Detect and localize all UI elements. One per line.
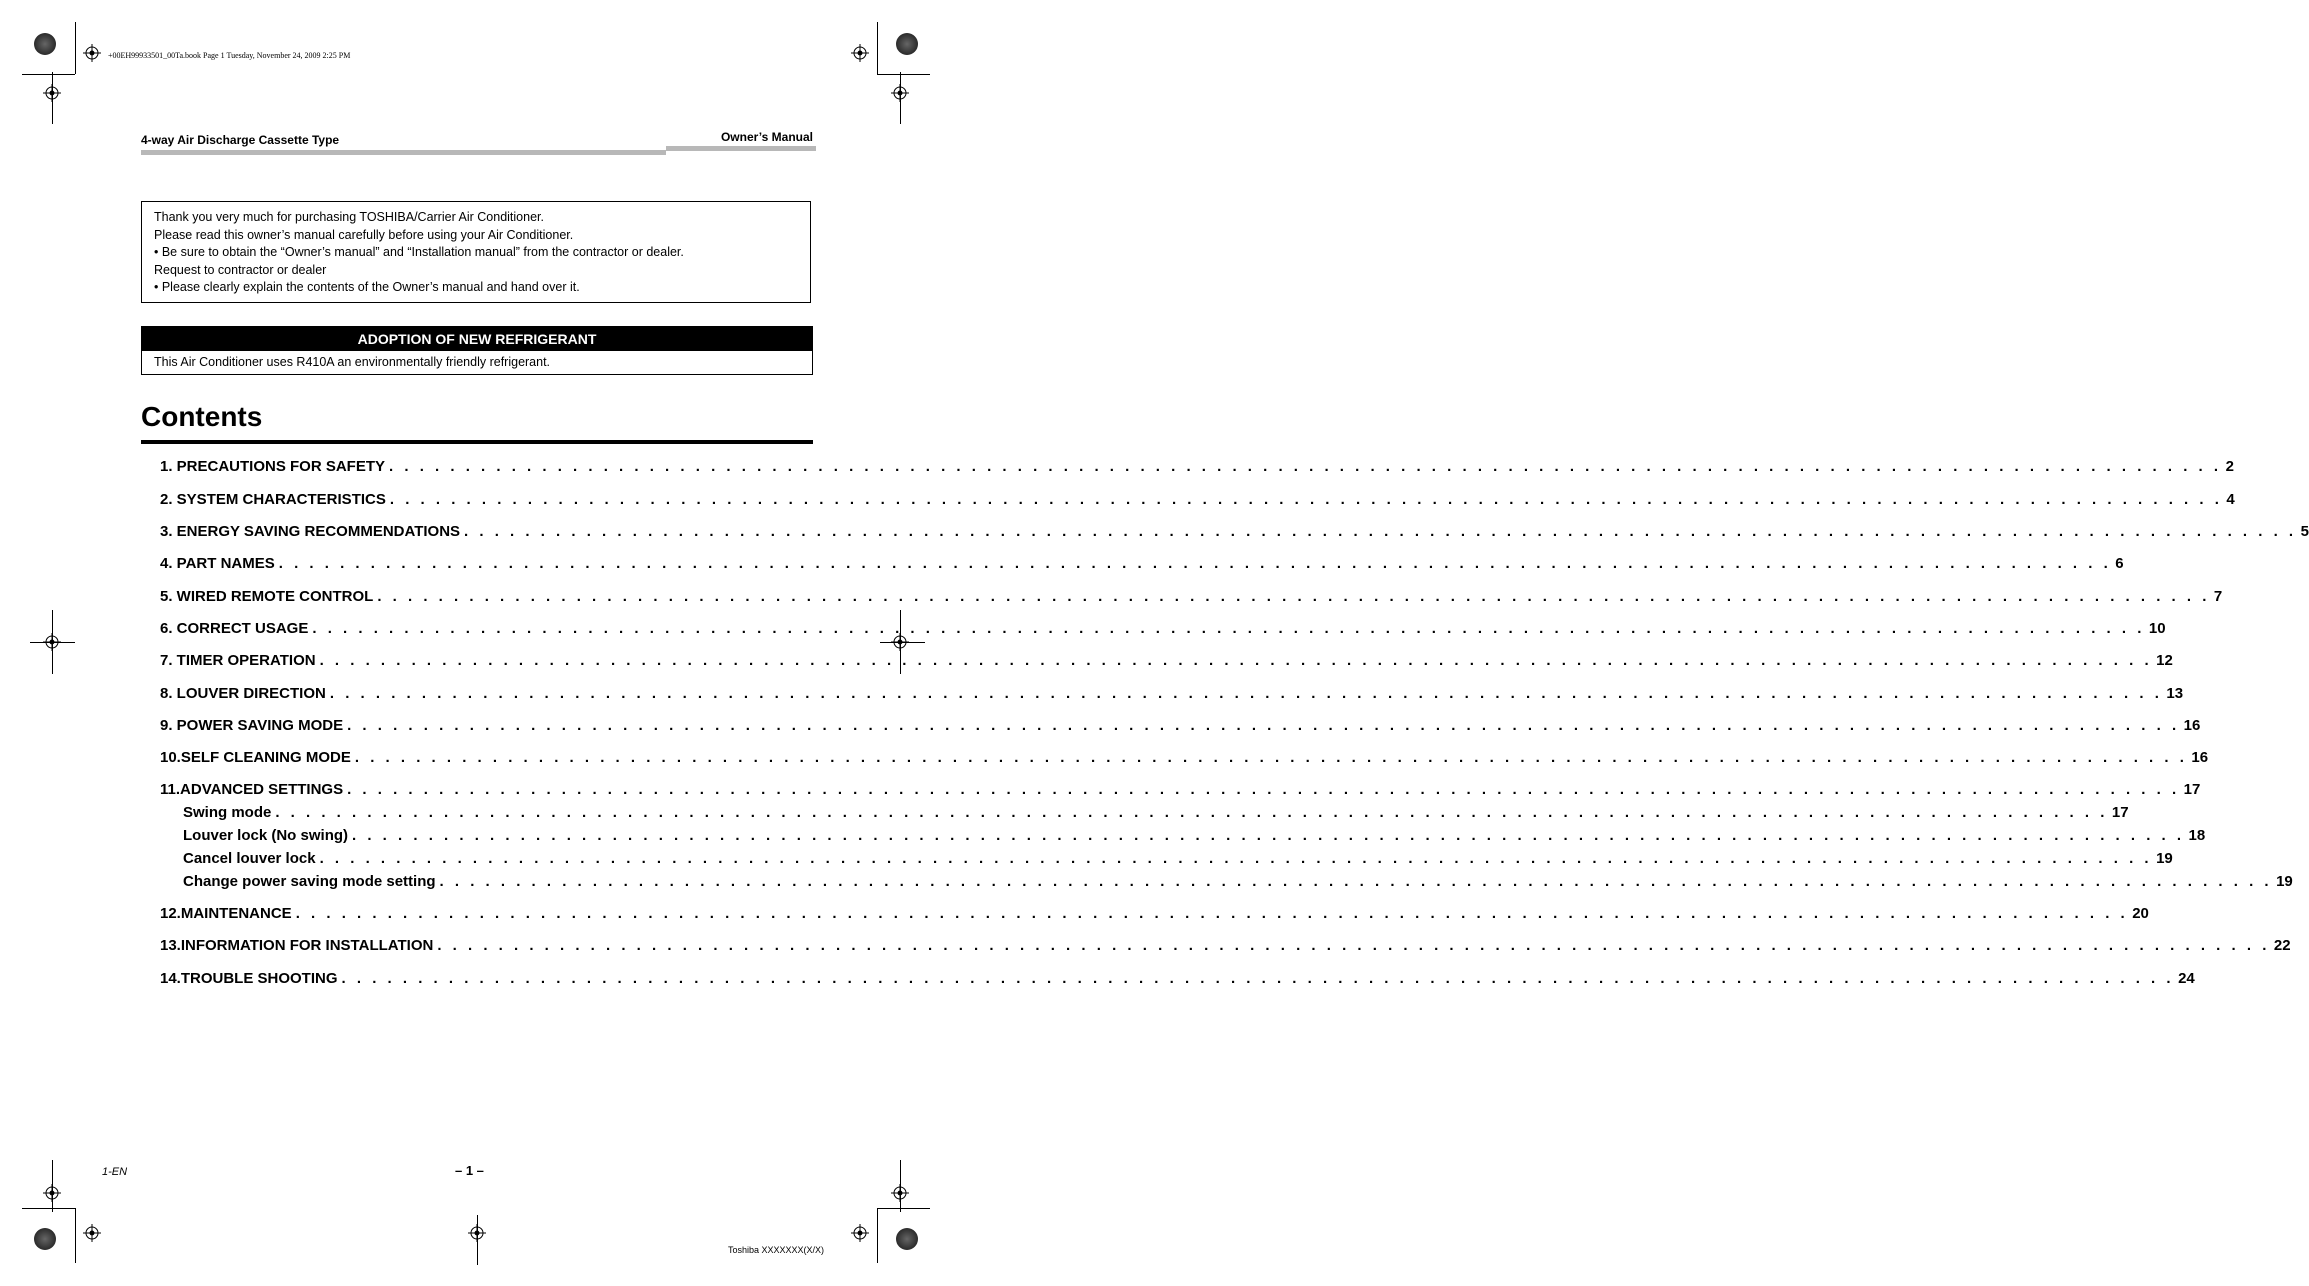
crosshair-icon (43, 1184, 61, 1202)
refrigerant-heading: ADOPTION OF NEW REFRIGERANT (142, 327, 812, 351)
toc-entry-label: 7. TIMER OPERATION (160, 652, 316, 669)
toc-entry-page: 4 (2226, 491, 2235, 508)
toc-leader-dots: . . . . . . . . . . . . . . . . . . . . . . . . . . . . . . . . . . . . . . . . . . . . . . . . . . . . . . . . . . . . . . . . . . . . . . . . . . . . . . . . . . . . . . . . . . . . . . . . . . . . . . . . . . . . . . . . . . . . . . . . (377, 588, 2210, 605)
toc-leader-dots: . . . . . . . . . . . . . . . . . . . . . . . . . . . . . . . . . . . . . . . . . . . . . . . . . . . . . . . . . . . . . . . . . . . . . . . . . . . . . . . . . . . . . . . . . . . . . . . . . . . . . . . . . . . . . . . . . . . . . . . . (389, 491, 2223, 508)
contents-title: Contents (141, 401, 263, 432)
toc-entry-label: 14.TROUBLE SHOOTING (160, 970, 338, 987)
toc-entry[interactable] (160, 491, 2235, 508)
header-rule-tab (666, 146, 816, 151)
toc-entry-page: 16 (2191, 749, 2209, 766)
toc-entry-page: 20 (2132, 905, 2149, 922)
toc-leader-dots: . . . . . . . . . . . . . . . . . . . . . . . . . . . . . . . . . . . . . . . . . . . . . . . . . . . . . . . . . . . . . . . . . . . . . . . . . . . . . . . . . . . . . . . . . . . . . . . . . . . . . . . . . . . . . . . . . . . . . . . . (439, 873, 2273, 890)
toc-leader-dots: . . . . . . . . . . . . . . . . . . . . . . . . . . . . . . . . . . . . . . . . . . . . . . . . . . . . . . . . . . . . . . . . . . . . . . . . . . . . . . . . . . . . . . . . . . . . . . . . . . . . . . . . . . . . . . . . . . . . . . . . (389, 458, 2222, 475)
toc-entry[interactable] (160, 652, 2173, 669)
header-manual-title: Owner’s Manual (720, 130, 813, 144)
footer-document-id: Toshiba XXXXXXX(X/X) (727, 1245, 824, 1255)
toc-entry-page: 6 (2115, 555, 2124, 572)
toc-entry-page: 24 (2178, 970, 2195, 987)
toc-entry[interactable] (183, 827, 2206, 844)
toc-entry[interactable] (160, 458, 2234, 475)
toc-entry-label: 11.ADVANCED SETTINGS (160, 781, 344, 798)
refrigerant-text: This Air Conditioner uses R410A an environmentally friendly refrigerant. (154, 355, 551, 369)
registration-disc-top-right (896, 33, 918, 55)
toc-entry-page: 18 (2188, 827, 2206, 844)
toc-entry-page: 17 (2111, 804, 2129, 821)
toc-leader-dots: . . . . . . . . . . . . . . . . . . . . . . . . . . . . . . . . . . . . . . . . . . . . . . . . . . . . . . . . . . . . . . . . . . . . . . . . . . . . . . . . . . . . . . . . . . . . . . . . . . . . . . . . . . . . . . . . . . . . . . . . (319, 652, 2153, 669)
footer-page-number: – 1 – (455, 1163, 484, 1178)
toc-leader-dots: . . . . . . . . . . . . . . . . . . . . . . . . . . . . . . . . . . . . . . . . . . . . . . . . . . . . . . . . . . . . . . . . . . . . . . . . . . . . . . . . . . . . . . . . . . . . . . . . . . . . . . . . . . . . . . . . . . . . . . . . (352, 827, 2185, 844)
toc-entry[interactable] (160, 937, 2291, 954)
toc-entry-page: 7 (2213, 588, 2223, 605)
toc-leader-dots: . . . . . . . . . . . . . . . . . . . . . . . . . . . . . . . . . . . . . . . . . . . . . . . . . . . . . . . . . . . . . . . . . . . . . . . . . . . . . . . . . . . . . . . . . . . . . . . . . . . . . . . . . . . . . . . . . . . . . . . . (278, 555, 2112, 572)
toc-entry[interactable] (160, 685, 2184, 702)
crosshair-icon (851, 44, 869, 62)
toc-entry[interactable] (160, 588, 2223, 605)
header-product-type: 4-way Air Discharge Cassette Type (141, 133, 340, 147)
toc-entry-label: 1. PRECAUTIONS FOR SAFETY (160, 458, 386, 475)
toc-leader-dots: . . . . . . . . . . . . . . . . . . . . . . . . . . . . . . . . . . . . . . . . . . . . . . . . . . . . . . . . . . . . . . . . . . . . . . . . . . . . . . . . . . . . . . . . . . . . . . . . . . . . . . . . . . . . . . . . . . . . . . . . (354, 749, 2188, 766)
toc-entry-label: 3. ENERGY SAVING RECOMMENDATIONS (160, 523, 461, 540)
toc-entry[interactable] (183, 873, 2293, 890)
registration-disc-bottom-right (896, 1228, 918, 1250)
toc-entry-label: Cancel louver lock (183, 850, 316, 867)
toc-leader-dots: . . . . . . . . . . . . . . . . . . . . . . . . . . . . . . . . . . . . . . . . . . . . . . . . . . . . . . . . . . . . . . . . . . . . . . . . . . . . . . . . . . . . . . . . . . . . . . . . . . . . . . . . . . . . . . . . . . . . . . . . (341, 970, 2175, 987)
registration-disc-bottom-left (34, 1228, 56, 1250)
crosshair-icon (83, 1224, 101, 1242)
toc-entry-label: 4. PART NAMES (160, 555, 275, 572)
toc-entry[interactable] (160, 620, 2166, 637)
toc-entry-label: 6. CORRECT USAGE (160, 620, 309, 637)
toc-entry[interactable] (160, 781, 2201, 798)
intro-line: • Please clearly explain the contents of the Owner’s manual and hand over it. (154, 280, 580, 294)
crosshair-icon (891, 1184, 909, 1202)
intro-line: Please read this owner’s manual carefully before using your Air Conditioner. (154, 227, 574, 242)
toc-entry[interactable] (160, 555, 2124, 572)
crosshair-icon (43, 84, 61, 102)
crosshair-icon (83, 44, 101, 62)
crosshair-icon (851, 1224, 869, 1242)
toc-entry-page: 13 (2166, 685, 2184, 702)
header-rule (141, 150, 666, 155)
toc-leader-dots: . . . . . . . . . . . . . . . . . . . . . . . . . . . . . . . . . . . . . . . . . . . . . . . . . . . . . . . . . . . . . . . . . . . . . . . . . . . . . . . . . . . . . . . . . . . . . . . . . . . . . . . . . . . . . . . . . . . . . . . . (329, 685, 2163, 702)
toc-entry-page: 19 (2156, 850, 2173, 867)
toc-entry[interactable] (160, 970, 2195, 987)
toc-entry-page: 17 (2183, 781, 2201, 798)
toc-entry[interactable] (160, 905, 2149, 922)
toc-entry-label: Change power saving mode setting (183, 873, 436, 890)
toc-entry-page: 12 (2156, 652, 2173, 669)
toc-entry-page: 22 (2273, 937, 2291, 954)
toc-entry[interactable] (183, 850, 2173, 867)
toc-leader-dots: . . . . . . . . . . . . . . . . . . . . . . . . . . . . . . . . . . . . . . . . . . . . . . . . . . . . . . . . . . . . . . . . . . . . . . . . . . . . . . . . . . . . . . . . . . . . . . . . . . . . . . . . . . . . . . . . . . . . . . . . (275, 804, 2108, 821)
toc-entry-label: 9. POWER SAVING MODE (160, 717, 344, 734)
intro-line: Request to contractor or dealer (154, 262, 327, 277)
toc-entry-page: 19 (2276, 873, 2293, 890)
toc-leader-dots: . . . . . . . . . . . . . . . . . . . . . . . . . . . . . . . . . . . . . . . . . . . . . . . . . . . . . . . . . . . . . . . . . . . . . . . . . . . . . . . . . . . . . . . . . . . . . . . . . . . . . . . . . . . . . . . . . . . . . . . . (437, 937, 2270, 954)
toc-entry-label: 8. LOUVER DIRECTION (160, 685, 326, 702)
toc-leader-dots: . . . . . . . . . . . . . . . . . . . . . . . . . . . . . . . . . . . . . . . . . . . . . . . . . . . . . . . . . . . . . . . . . . . . . . . . . . . . . . . . . . . . . . . . . . . . . . . . . . . . . . . . . . . . . . . . . . . . . . . . (295, 905, 2129, 922)
toc-entry-page: 10 (2148, 620, 2166, 637)
toc-entry[interactable] (160, 749, 2209, 766)
registration-disc-top-left (34, 33, 56, 55)
toc-leader-dots: . . . . . . . . . . . . . . . . . . . . . . . . . . . . . . . . . . . . . . . . . . . . . . . . . . . . . . . . . . . . . . . . . . . . . . . . . . . . . . . . . . . . . . . . . . . . . . . . . . . . . . . . . . . . . . . . . . . . . . . . (347, 781, 2180, 798)
toc-entry-label: 5. WIRED REMOTE CONTROL (160, 588, 374, 605)
toc-entry-page: 2 (2225, 458, 2234, 475)
crosshair-icon (468, 1224, 486, 1242)
toc-leader-dots: . . . . . . . . . . . . . . . . . . . . . . . . . . . . . . . . . . . . . . . . . . . . . . . . . . . . . . . . . . . . . . . . . . . . . . . . . . . . . . . . . . . . . . . . . . . . . . . . . . . . . . . . . . . . . . . . . . . . . . . . (464, 523, 2297, 540)
toc-entry[interactable] (160, 717, 2201, 734)
toc-entry-label: 2. SYSTEM CHARACTERISTICS (160, 491, 386, 508)
toc-entry-page: 16 (2183, 717, 2201, 734)
toc-leader-dots: . . . . . . . . . . . . . . . . . . . . . . . . . . . . . . . . . . . . . . . . . . . . . . . . . . . . . . . . . . . . . . . . . . . . . . . . . . . . . . . . . . . . . . . . . . . . . . . . . . . . . . . . . . . . . . . . . . . . . . . . (319, 850, 2153, 867)
toc-entry-label: Swing mode (183, 804, 272, 821)
print-marker: +00EH99933501_00Ta.book Page 1 Tuesday, November 24, 2009 2:25 PM (108, 51, 351, 60)
toc-leader-dots: . . . . . . . . . . . . . . . . . . . . . . . . . . . . . . . . . . . . . . . . . . . . . . . . . . . . . . . . . . . . . . . . . . . . . . . . . . . . . . . . . . . . . . . . . . . . . . . . . . . . . . . . . . . . . . . . . . . . . . . . (312, 620, 2145, 637)
crosshair-icon (891, 84, 909, 102)
crosshair-icon (43, 633, 61, 651)
intro-notice-box (141, 201, 811, 303)
toc-entry-label: 13.INFORMATION FOR INSTALLATION (160, 937, 434, 954)
intro-line: Thank you very much for purchasing TOSHIBA/Carrier Air Conditioner. (154, 210, 544, 224)
toc-entry-page: 5 (2300, 523, 2309, 540)
toc-entry[interactable] (183, 804, 2129, 821)
intro-line: • Be sure to obtain the “Owner’s manual” and “Installation manual” from the contractor or dealer. (154, 245, 684, 259)
toc-leader-dots: . . . . . . . . . . . . . . . . . . . . . . . . . . . . . . . . . . . . . . . . . . . . . . . . . . . . . . . . . . . . . . . . . . . . . . . . . . . . . . . . . . . . . . . . . . . . . . . . . . . . . . . . . . . . . . . . . . . . . . . . (347, 717, 2180, 734)
toc-entry-label: Louver lock (No swing) (183, 827, 349, 844)
refrigerant-notice-box (141, 326, 813, 375)
footer-page-code: 1-EN (102, 1166, 128, 1178)
contents-rule (141, 440, 813, 444)
toc-entry[interactable] (160, 523, 2309, 540)
toc-entry-label: 12.MAINTENANCE (160, 905, 292, 922)
toc-entry-label: 10.SELF CLEANING MODE (160, 749, 351, 766)
